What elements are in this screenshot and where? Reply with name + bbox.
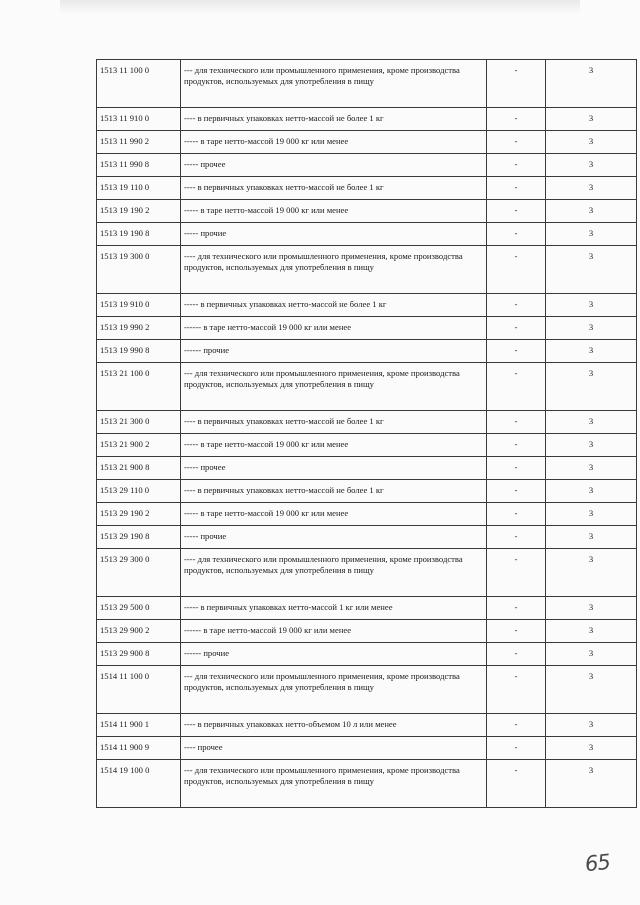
description-cell: ---- в первичных упаковках нетто-массой не более 1 кг — [181, 177, 487, 200]
rate-col2-cell: 3 — [546, 457, 637, 480]
table-row — [97, 549, 637, 597]
tariff-code-cell: 1513 19 990 2 — [97, 317, 181, 340]
table-row — [97, 60, 637, 108]
description-cell: ---- в первичных упаковках нетто-массой не более 1 кг — [181, 108, 487, 131]
rate-col1-cell: - — [487, 666, 546, 714]
tariff-code-cell: 1513 19 190 8 — [97, 223, 181, 246]
table-row — [97, 177, 637, 200]
rate-col2-cell: 3 — [546, 154, 637, 177]
rate-col2-cell: 3 — [546, 737, 637, 760]
rate-col1-cell: - — [487, 340, 546, 363]
tariff-code-cell: 1513 29 900 2 — [97, 620, 181, 643]
tariff-code-cell: 1514 11 900 9 — [97, 737, 181, 760]
description-cell: ---- прочее — [181, 737, 487, 760]
rate-col1-cell: - — [487, 760, 546, 808]
rate-col2-cell: 3 — [546, 666, 637, 714]
table-row — [97, 223, 637, 246]
table-row — [97, 503, 637, 526]
rate-col1-cell: - — [487, 643, 546, 666]
page-number: 65 — [583, 849, 611, 877]
table-row — [97, 480, 637, 503]
rate-col1-cell: - — [487, 549, 546, 597]
description-cell: ---- в первичных упаковках нетто-массой не более 1 кг — [181, 411, 487, 434]
tariff-code-cell: 1514 19 100 0 — [97, 760, 181, 808]
rate-col1-cell: - — [487, 200, 546, 223]
rate-col2-cell: 3 — [546, 177, 637, 200]
tariff-code-cell: 1513 11 990 8 — [97, 154, 181, 177]
rate-col2-cell: 3 — [546, 340, 637, 363]
description-cell: ------ в таре нетто-массой 19 000 кг или менее — [181, 317, 487, 340]
rate-col2-cell: 3 — [546, 223, 637, 246]
rate-col1-cell: - — [487, 526, 546, 549]
description-cell: ----- прочие — [181, 526, 487, 549]
table-row — [97, 154, 637, 177]
tariff-code-cell: 1513 29 190 8 — [97, 526, 181, 549]
table-row — [97, 457, 637, 480]
rate-col2-cell: 3 — [546, 620, 637, 643]
description-cell: ----- в таре нетто-массой 19 000 кг или менее — [181, 503, 487, 526]
rate-col1-cell: - — [487, 457, 546, 480]
tariff-code-cell: 1513 29 110 0 — [97, 480, 181, 503]
description-cell: ---- для технического или промышленного применения, кроме производства продуктов, используемых для употребления в пищу — [181, 246, 487, 294]
table-row — [97, 108, 637, 131]
scan-artifact — [60, 0, 580, 14]
rate-col1-cell: - — [487, 480, 546, 503]
table-row — [97, 340, 637, 363]
rate-col2-cell: 3 — [546, 108, 637, 131]
rate-col1-cell: - — [487, 60, 546, 108]
tariff-code-cell: 1513 29 190 2 — [97, 503, 181, 526]
rate-col1-cell: - — [487, 597, 546, 620]
description-cell: ----- прочее — [181, 154, 487, 177]
rate-col2-cell: 3 — [546, 317, 637, 340]
rate-col1-cell: - — [487, 154, 546, 177]
table-row — [97, 526, 637, 549]
rate-col2-cell: 3 — [546, 480, 637, 503]
table-row — [97, 737, 637, 760]
rate-col1-cell: - — [487, 317, 546, 340]
rate-col2-cell: 3 — [546, 200, 637, 223]
tariff-code-cell: 1514 11 100 0 — [97, 666, 181, 714]
rate-col2-cell: 3 — [546, 60, 637, 108]
tariff-code-cell: 1513 29 300 0 — [97, 549, 181, 597]
description-cell: ----- в таре нетто-массой 19 000 кг или менее — [181, 200, 487, 223]
rate-col1-cell: - — [487, 503, 546, 526]
table-row — [97, 317, 637, 340]
rate-col2-cell: 3 — [546, 294, 637, 317]
tariff-code-cell: 1513 19 990 8 — [97, 340, 181, 363]
rate-col1-cell: - — [487, 131, 546, 154]
rate-col1-cell: - — [487, 434, 546, 457]
description-cell: --- для технического или промышленного применения, кроме производства продуктов, используемых для употребления в пищу — [181, 666, 487, 714]
tariff-code-cell: 1513 29 900 8 — [97, 643, 181, 666]
description-cell: ----- в таре нетто-массой 19 000 кг или менее — [181, 434, 487, 457]
table-row — [97, 411, 637, 434]
tariff-code-cell: 1513 19 910 0 — [97, 294, 181, 317]
table-row — [97, 200, 637, 223]
tariff-table — [96, 59, 637, 808]
tariff-code-cell: 1513 11 100 0 — [97, 60, 181, 108]
table-row — [97, 246, 637, 294]
description-cell: ------ в таре нетто-массой 19 000 кг или менее — [181, 620, 487, 643]
description-cell: --- для технического или промышленного применения, кроме производства продуктов, используемых для употребления в пищу — [181, 363, 487, 411]
tariff-code-cell: 1513 11 990 2 — [97, 131, 181, 154]
rate-col2-cell: 3 — [546, 363, 637, 411]
table-row — [97, 131, 637, 154]
rate-col1-cell: - — [487, 177, 546, 200]
rate-col2-cell: 3 — [546, 714, 637, 737]
description-cell: ---- в первичных упаковках нетто-массой не более 1 кг — [181, 480, 487, 503]
rate-col2-cell: 3 — [546, 549, 637, 597]
tariff-code-cell: 1513 21 300 0 — [97, 411, 181, 434]
description-cell: --- для технического или промышленного применения, кроме производства продуктов, используемых для употребления в пищу — [181, 760, 487, 808]
rate-col1-cell: - — [487, 363, 546, 411]
rate-col2-cell: 3 — [546, 246, 637, 294]
rate-col1-cell: - — [487, 223, 546, 246]
table-row — [97, 363, 637, 411]
table-row — [97, 620, 637, 643]
tariff-code-cell: 1513 21 100 0 — [97, 363, 181, 411]
description-cell: ----- прочее — [181, 457, 487, 480]
table-row — [97, 760, 637, 808]
rate-col2-cell: 3 — [546, 434, 637, 457]
rate-col2-cell: 3 — [546, 503, 637, 526]
rate-col2-cell: 3 — [546, 597, 637, 620]
rate-col2-cell: 3 — [546, 643, 637, 666]
table-row — [97, 294, 637, 317]
tariff-code-cell: 1513 19 300 0 — [97, 246, 181, 294]
rate-col1-cell: - — [487, 411, 546, 434]
tariff-table-body — [97, 60, 637, 808]
rate-col2-cell: 3 — [546, 526, 637, 549]
table-row — [97, 434, 637, 457]
tariff-code-cell: 1513 21 900 8 — [97, 457, 181, 480]
description-cell: ---- для технического или промышленного применения, кроме производства продуктов, используемых для употребления в пищу — [181, 549, 487, 597]
rate-col1-cell: - — [487, 294, 546, 317]
tariff-code-cell: 1513 11 910 0 — [97, 108, 181, 131]
description-cell: ----- в первичных упаковках нетто-массой 1 кг или менее — [181, 597, 487, 620]
tariff-code-cell: 1514 11 900 1 — [97, 714, 181, 737]
rate-col1-cell: - — [487, 108, 546, 131]
rate-col2-cell: 3 — [546, 411, 637, 434]
tariff-code-cell: 1513 21 900 2 — [97, 434, 181, 457]
tariff-code-cell: 1513 19 110 0 — [97, 177, 181, 200]
tariff-code-cell: 1513 29 500 0 — [97, 597, 181, 620]
description-cell: ----- прочие — [181, 223, 487, 246]
table-row — [97, 666, 637, 714]
rate-col2-cell: 3 — [546, 131, 637, 154]
table-row — [97, 597, 637, 620]
description-cell: ----- в таре нетто-массой 19 000 кг или менее — [181, 131, 487, 154]
description-cell: ---- в первичных упаковках нетто-объемом 10 л или менее — [181, 714, 487, 737]
rate-col1-cell: - — [487, 246, 546, 294]
table-row — [97, 643, 637, 666]
description-cell: ------ прочие — [181, 340, 487, 363]
description-cell: ------ прочие — [181, 643, 487, 666]
tariff-code-cell: 1513 19 190 2 — [97, 200, 181, 223]
rate-col1-cell: - — [487, 737, 546, 760]
description-cell: ----- в первичных упаковках нетто-массой не более 1 кг — [181, 294, 487, 317]
description-cell: --- для технического или промышленного применения, кроме производства продуктов, используемых для употребления в пищу — [181, 60, 487, 108]
rate-col1-cell: - — [487, 714, 546, 737]
table-row — [97, 714, 637, 737]
rate-col1-cell: - — [487, 620, 546, 643]
rate-col2-cell: 3 — [546, 760, 637, 808]
